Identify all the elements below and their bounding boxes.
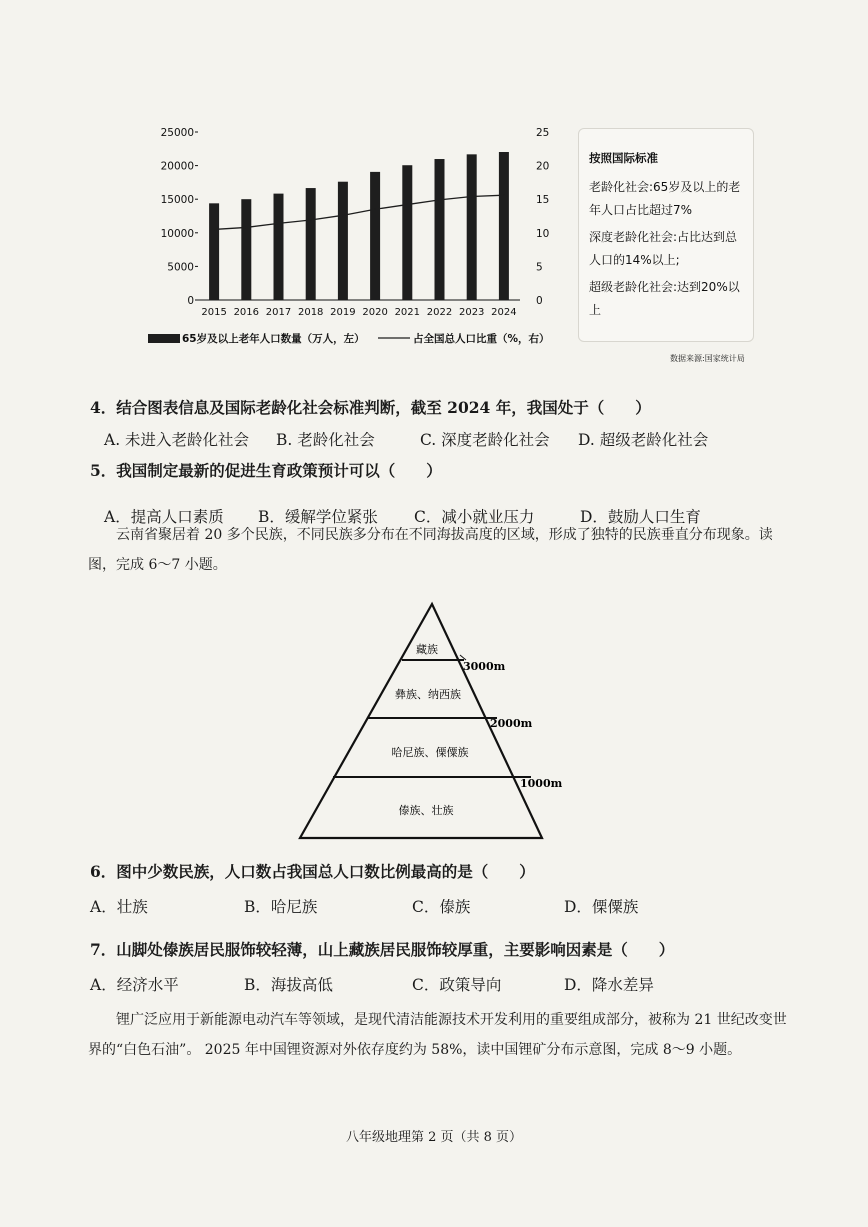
- x-tick-label: 2016: [233, 307, 260, 318]
- legend-bar-swatch: [148, 334, 180, 343]
- bar-2021: [402, 165, 412, 300]
- q6-option-d[interactable]: D．傈僳族: [564, 898, 639, 916]
- x-tick-label: 2017: [265, 307, 292, 318]
- altitude-label-3000m: 3000m: [463, 660, 506, 673]
- standard-item-super-aging: 超级老龄化社会:达到20%以上: [589, 280, 740, 317]
- y-right-tick-label: 20: [536, 160, 550, 173]
- line-population-share: [214, 195, 504, 229]
- pyramid-layer-hani-lisu: 哈尼族、傈僳族: [391, 746, 469, 759]
- line-point-2020: [374, 208, 376, 210]
- page-footer: 八年级地理第 2 页（共 8 页）: [345, 1130, 523, 1145]
- q5-option-d[interactable]: D．鼓励人口生育: [580, 508, 701, 526]
- bar-2020: [370, 172, 380, 300]
- line-point-2019: [342, 215, 344, 217]
- bar-2024: [499, 152, 509, 300]
- line-point-2018: [310, 219, 312, 221]
- q7-option-b[interactable]: B．海拔高低: [244, 976, 333, 994]
- standard-item-aging: 老龄化社会:65岁及以上的老年人口占比超过7%: [589, 180, 741, 217]
- question-5-stem: 5．我国制定最新的促进生育政策预计可以（ ）: [90, 461, 442, 480]
- line-point-2016: [246, 227, 248, 229]
- x-tick-label: 2018: [297, 307, 324, 318]
- legend-line-label: 占全国总人口比重（%，右）: [413, 333, 550, 345]
- bar-2022: [435, 159, 445, 300]
- bar-2017: [274, 194, 284, 300]
- international-standard-box: [578, 128, 754, 342]
- bar-2019: [338, 182, 348, 300]
- q5-option-b[interactable]: B．缓解学位紧张: [258, 508, 378, 526]
- line-point-2022: [439, 199, 441, 201]
- question-6-stem: 6．图中少数民族，人口数占我国总人口数比例最高的是（ ）: [90, 862, 535, 881]
- y-left-tick-label: 10000: [160, 227, 194, 240]
- line-point-2023: [471, 196, 473, 198]
- line-point-2024: [503, 194, 505, 196]
- bar-2015: [209, 203, 219, 300]
- line-point-2021: [407, 204, 409, 206]
- y-left-tick-label: 0: [187, 295, 194, 307]
- yunnan-intro-paragraph: [88, 520, 788, 580]
- y-left-tick-label: 25000: [160, 127, 194, 139]
- q6-option-a[interactable]: A．壮族: [90, 898, 148, 916]
- lithium-intro-paragraph: [88, 1005, 788, 1065]
- q7-option-a[interactable]: A．经济水平: [90, 976, 179, 994]
- bar-2023: [467, 154, 477, 300]
- x-tick-label: 2022: [426, 307, 453, 318]
- q4-option-b[interactable]: B. 老龄化社会: [276, 431, 375, 449]
- ethnic-altitude-pyramid: [290, 598, 580, 848]
- x-tick-label: 2023: [458, 307, 485, 318]
- y-left-tick-label: 5000: [167, 261, 194, 274]
- question-7-stem: 7．山脚处傣族居民服饰较轻薄，山上藏族居民服饰较厚重，主要影响因素是（ ）: [90, 940, 675, 959]
- x-tick-label: 2021: [394, 307, 421, 318]
- y-right-tick-label: 0: [536, 295, 543, 307]
- question-6-options: [90, 895, 790, 917]
- q6-option-c[interactable]: C．傣族: [412, 898, 471, 916]
- altitude-label-1000m: 1000m: [520, 777, 563, 790]
- x-tick-label: 2019: [330, 307, 356, 318]
- y-left-tick-label: 15000: [160, 194, 194, 207]
- bar-2018: [306, 188, 316, 300]
- pyramid-layer-yi-naxi: 彝族、纳西族: [395, 688, 461, 701]
- q4-option-a[interactable]: A. 未进入老龄化社会: [104, 431, 250, 449]
- q4-option-c[interactable]: C. 深度老龄化社会: [420, 431, 550, 449]
- aging-population-chart: [140, 118, 570, 368]
- y-right-tick-label: 25: [536, 127, 550, 139]
- standard-item-deep-aging: 深度老龄化社会:占比达到总人口的14%以上;: [589, 230, 738, 267]
- q7-option-c[interactable]: C．政策导向: [412, 976, 502, 994]
- y-right-tick-label: 15: [536, 194, 550, 207]
- data-source: 数据来源:国家统计局: [670, 354, 745, 363]
- line-point-2015: [213, 229, 215, 231]
- question-7-options: [90, 973, 790, 995]
- yunnan-intro-text: 云南省聚居着 20 多个民族，不同民族多分布在不同海拔高度的区域，形成了独特的民族垂直分布现象。读图，完成 6～7 小题。: [88, 527, 773, 573]
- y-right-tick-label: 10: [536, 227, 550, 240]
- pyramid-layer-dai-zhuang: 傣族、壮族: [398, 804, 454, 817]
- y-left-tick-label: 20000: [160, 160, 194, 173]
- pyramid-layer-tibetan: 藏族: [416, 643, 438, 656]
- legend-bar-label: 65岁及以上老年人口数量（万人，左）: [182, 333, 365, 345]
- question-4-options: [104, 428, 804, 450]
- q4-option-d[interactable]: D. 超级老龄化社会: [578, 431, 709, 449]
- y-right-tick-label: 5: [536, 261, 543, 274]
- q6-option-b[interactable]: B．哈尼族: [244, 898, 318, 916]
- q5-option-c[interactable]: C．减小就业压力: [414, 508, 535, 526]
- x-tick-label: 2020: [362, 307, 388, 318]
- standard-heading: 按照国际标准: [589, 151, 658, 165]
- bar-2016: [241, 199, 251, 300]
- question-4-stem: 4．结合图表信息及国际老龄化社会标准判断，截至 2024 年，我国处于（ ）: [90, 398, 651, 417]
- x-tick-label: 2024: [491, 307, 517, 318]
- q7-option-d[interactable]: D．降水差异: [564, 976, 654, 994]
- lithium-intro-text: 锂广泛应用于新能源电动汽车等领域，是现代清洁能源技术开发利用的重要组成部分，被称为 21 世纪改变世界的“白色石油”。 2025 年中国锂资源对外依存度约为 58%，读中国锂矿分布示意图，完成 8～9 小题。: [88, 1012, 787, 1058]
- altitude-label-2000m: 2000m: [490, 717, 533, 730]
- q5-option-a[interactable]: A．提高人口素质: [104, 508, 224, 526]
- x-tick-label: 2015: [201, 307, 227, 318]
- line-point-2017: [278, 223, 280, 225]
